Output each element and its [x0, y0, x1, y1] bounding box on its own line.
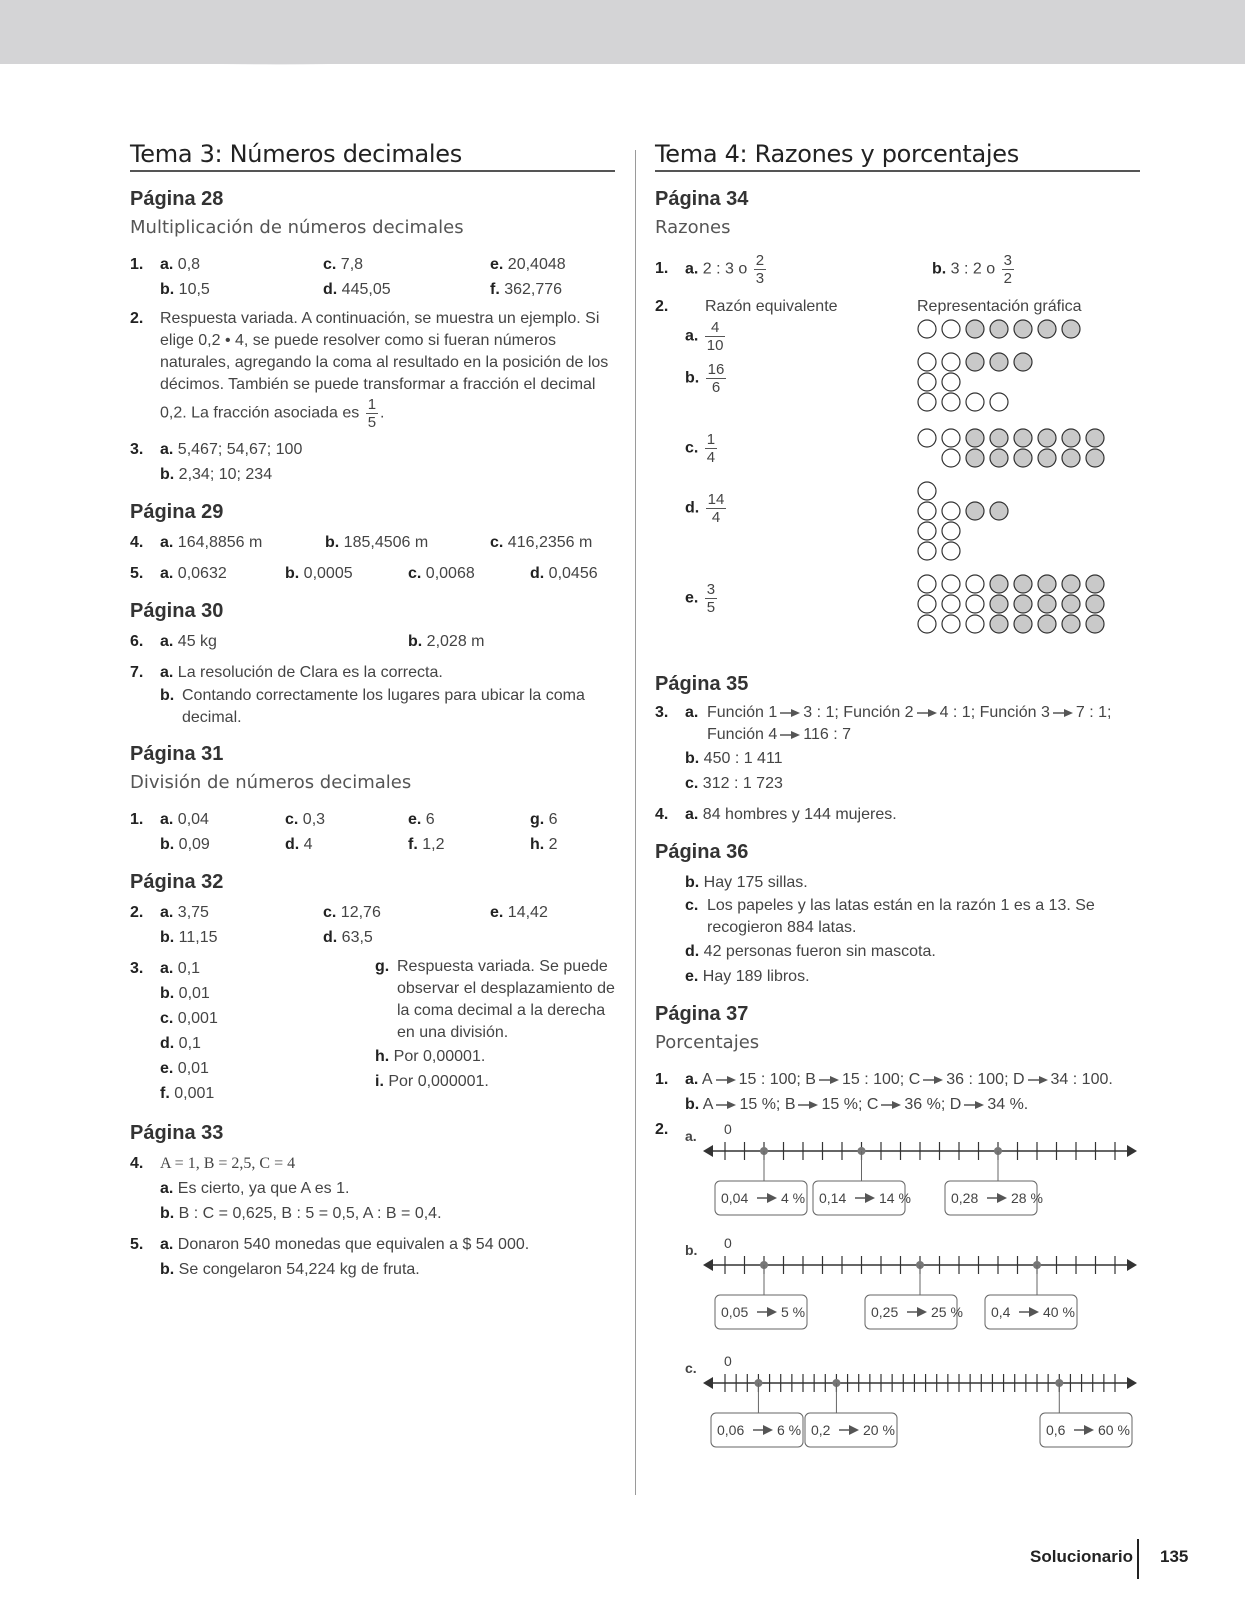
filled-circle	[1062, 449, 1080, 467]
empty-circle	[918, 320, 936, 338]
p31-q1-row1: 1. a. 0,04 c. 0,3 e. 6 g. 6	[130, 811, 558, 828]
filled-circle	[1014, 595, 1032, 613]
filled-circle	[1062, 595, 1080, 613]
filled-circle	[990, 429, 1008, 447]
empty-circle	[918, 615, 936, 633]
pagina-36-title: Página 36	[655, 841, 749, 863]
p28-q3-row1: 3. a. 5,467; 54,67; 100	[130, 437, 615, 462]
footer-separator	[1137, 1539, 1139, 1579]
empty-circle	[942, 615, 960, 633]
arrow-icon	[818, 1075, 840, 1085]
number-line-b	[685, 1235, 1137, 1329]
pagina-35-title: Página 35	[655, 673, 749, 695]
filled-circle	[1086, 575, 1104, 593]
empty-circle	[966, 595, 984, 613]
p33-q4b: b. B : C = 0,625, B : 5 = 0,5, A : B = 0,4.	[160, 1205, 442, 1222]
empty-circle	[966, 575, 984, 593]
p37-q1-part: A	[702, 1096, 714, 1113]
filled-circle	[966, 449, 984, 467]
p33-q4a: a. Es cierto, ya que A es 1.	[160, 1180, 350, 1197]
p37-q2: 2. a. 0 0,04 4 % 0,14 14 % 0,28 28 % b. 0 0,05 5 % 0,25 25 % 0,4 40 % c. 0 0,06 6 % 0,2 20 % 0,6 60 %	[655, 1121, 1140, 1481]
empty-circle	[918, 429, 936, 447]
p29-q4: 4. a. 164,8856 m b. 185,4506 m c. 416,2356 m	[130, 534, 593, 551]
filled-circle	[1086, 595, 1104, 613]
filled-circle	[966, 320, 984, 338]
filled-circle	[1038, 575, 1056, 593]
decimal-label: 0,2	[811, 1422, 831, 1438]
p32-q3: 3. a. 0,1 b. 0,01 c. 0,001 d. 0,1 e. 0,01 f. 0,001 g. Respuesta variada. Se puede observar el desplazamiento de la coma decimal a la derecha en una división. h. Por 0,00001. i. Por 0,000001.	[130, 956, 615, 1108]
answer: 20,4048	[507, 256, 566, 273]
ratio-item-c: c. $\frac{1}{4}$	[685, 431, 716, 466]
pagina-28-title: Página 28	[130, 188, 224, 210]
pagina-34-title: Página 34	[655, 188, 749, 210]
arrow-left-icon	[703, 1259, 713, 1271]
answer: 0,8	[177, 256, 201, 273]
filled-circle	[1014, 449, 1032, 467]
answer: 10,5	[178, 281, 210, 298]
circle-group-b	[918, 353, 1032, 411]
fraction: $\frac{3}{2}$	[1003, 252, 1012, 287]
empty-circle	[942, 393, 960, 411]
footer	[1030, 1547, 1189, 1567]
ratio-item-b: b. $\frac{16}{6}$	[685, 361, 725, 396]
empty-circle	[942, 502, 960, 520]
pagina-32-title: Página 32	[130, 871, 224, 893]
p34-q2-table	[655, 319, 1140, 659]
arrow-icon	[779, 730, 801, 740]
percent-label: 20 %	[863, 1422, 895, 1438]
p35-q3c: c. 312 : 1 723	[685, 775, 783, 792]
empty-circle	[942, 522, 960, 540]
p33-q4-head: 4. A = 1, B = 2,5, C = 4	[130, 1155, 296, 1172]
decimal-label: 0,25	[871, 1304, 899, 1320]
empty-circle	[942, 575, 960, 593]
p36-c: c. Los papeles y las latas están en la razón 1 es a 13. Se recogieron 884 latas.	[685, 897, 1095, 936]
p36-d: d. 42 personas fueron sin mascota.	[685, 943, 936, 960]
p30-q7b: b. Contando correctamente los lugares para ubicar la coma decimal.	[160, 687, 585, 726]
pagina-28-subtitle: Multiplicación de números decimales	[130, 217, 464, 238]
p30-q7a: 7. a. La resolución de Clara es la correcta.	[130, 664, 443, 681]
percent-label: 60 %	[1098, 1422, 1130, 1438]
pagina-29-title: Página 29	[130, 501, 224, 523]
percent-label: 40 %	[1043, 1304, 1075, 1320]
empty-circle	[918, 522, 936, 540]
filled-circle	[1062, 575, 1080, 593]
empty-circle	[918, 542, 936, 560]
pagina-31-title: Página 31	[130, 743, 224, 765]
p29-q5: 5. a. 0,0632 b. 0,0005 c. 0,0068 d. 0,0456	[130, 565, 598, 582]
filled-circle	[990, 449, 1008, 467]
top-banner	[0, 0, 1245, 64]
item-letter: a.	[685, 1128, 697, 1144]
answer: 362,776	[504, 281, 563, 298]
percent-label: 6 %	[777, 1422, 802, 1438]
empty-circle	[942, 320, 960, 338]
filled-circle	[1014, 353, 1032, 371]
arrow-icon	[797, 1100, 819, 1110]
zero-label: 0	[724, 1353, 732, 1369]
arrow-icon	[715, 1100, 737, 1110]
pagina-33-title: Página 33	[130, 1122, 224, 1144]
filled-circle	[1038, 320, 1056, 338]
empty-circle	[918, 502, 936, 520]
empty-circle	[942, 429, 960, 447]
percent-label: 14 %	[879, 1190, 911, 1206]
empty-circle	[942, 449, 960, 467]
p37-q1-part: 36 : 100; D	[946, 1071, 1025, 1088]
item-letter: b.	[685, 1242, 698, 1258]
filled-circle	[990, 502, 1008, 520]
empty-circle	[918, 482, 936, 500]
ratio-item-e: e. $\frac{3}{5}$	[685, 581, 716, 616]
arrow-right-icon	[1127, 1145, 1137, 1157]
p35-q3a: 3. a. Función 1 3 : 1; Función 2 4 : 1; Función 3 7 : 1; Función 4 116 : 7	[655, 704, 1112, 743]
empty-circle	[918, 393, 936, 411]
filled-circle	[1062, 429, 1080, 447]
empty-circle	[918, 353, 936, 371]
fraction: $\frac{1}{4}$	[706, 431, 716, 466]
q-number: 3.	[130, 441, 144, 458]
filled-circle	[1038, 595, 1056, 613]
filled-circle	[966, 429, 984, 447]
p35-q3b: b. 450 : 1 411	[685, 750, 783, 767]
filled-circle	[1038, 615, 1056, 633]
arrow-icon	[880, 1100, 902, 1110]
p32-q2-row1: 2. a. 3,75 c. 12,76 e. 14,42	[130, 904, 548, 921]
p28-q1-row1: 1. a. 0,8 c. 7,8 e. 20,4048	[130, 252, 615, 277]
filled-circle	[990, 615, 1008, 633]
p32-q2-row2: b. 11,15 d. 63,5	[160, 929, 373, 946]
filled-circle	[990, 575, 1008, 593]
arrow-right-icon	[1127, 1377, 1137, 1389]
p34-q2-header: 2. Razón equivalente Representación gráfica	[655, 298, 1082, 315]
empty-circle	[966, 615, 984, 633]
number-line-a	[685, 1121, 1137, 1215]
decimal-label: 0,04	[721, 1190, 749, 1206]
brush-edge	[0, 38, 1245, 68]
filled-circle	[1086, 429, 1104, 447]
decimal-label: 0,05	[721, 1304, 749, 1320]
p32-q3-left: a. 0,1 b. 0,01 c. 0,001 d. 0,1 e. 0,01 f. 0,001	[160, 960, 218, 1102]
arrow-right-icon	[1127, 1259, 1137, 1271]
percent-label: 5 %	[781, 1304, 806, 1320]
p37-q1-part: 36 %; D	[904, 1096, 962, 1113]
filled-circle	[990, 320, 1008, 338]
ratio-item-d: d. $\frac{14}{4}$	[685, 491, 725, 526]
empty-circle	[918, 595, 936, 613]
circle-group-c	[918, 429, 1104, 467]
footer-label: Solucionario	[1030, 1547, 1133, 1566]
right-column	[655, 140, 1140, 1481]
arrow-icon	[1027, 1075, 1049, 1085]
p35-q4a: 4. a. 84 hombres y 144 mujeres.	[655, 806, 897, 823]
p28-q2: 2. Respuesta variada. A continuación, se muestra un ejemplo. Si elige 0,2 • 4, se puede resolver como si fueran números naturales, agregando la coma al resultado en la posición de los décimos. También se puede transformar a fracción el decimal 0,2. La fracción asociada es $\frac{1}{5}$ .	[130, 310, 609, 431]
column-divider	[635, 150, 636, 1495]
empty-circle	[942, 542, 960, 560]
p37-q1-part: 15 %; B	[739, 1096, 796, 1113]
arrow-icon	[715, 1075, 737, 1085]
answer: 445,05	[341, 281, 391, 298]
p37-q1-part: 15 : 100; B	[738, 1071, 816, 1088]
percent-label: 25 %	[931, 1304, 963, 1320]
filled-circle	[990, 353, 1008, 371]
number-line-c	[685, 1353, 1137, 1447]
empty-circle	[990, 393, 1008, 411]
ratio-item-a: a. $\frac{4}{10}$	[685, 319, 724, 354]
filled-circle	[1014, 615, 1032, 633]
p37-q1-part: A	[701, 1071, 713, 1088]
p31-q1-row2: b. 0,09 d. 4 f. 1,2 h. 2	[160, 836, 558, 853]
fraction: $\frac{16}{6}$	[707, 361, 725, 396]
fraction: $\frac{3}{5}$	[706, 581, 716, 616]
answer: 7,8	[340, 256, 364, 273]
pagina-30-title: Página 30	[130, 600, 224, 622]
filled-circle	[966, 353, 984, 371]
decimal-label: 0,6	[1046, 1422, 1066, 1438]
tema-3-title: Tema 3: Números decimales	[130, 140, 615, 172]
arrow-icon	[1052, 708, 1074, 718]
decimal-label: 0,4	[991, 1304, 1011, 1320]
circle-group-e	[918, 575, 1104, 633]
arrow-left-icon	[703, 1145, 713, 1157]
percent-label: 4 %	[781, 1190, 806, 1206]
fraction: $\frac{2}{3}$	[755, 252, 765, 287]
p33-q5a: 5. a. Donaron 540 monedas que equivalen a $ 54 000.	[130, 1236, 530, 1253]
q-number: 2.	[130, 310, 144, 327]
page-number: 135	[1160, 1547, 1189, 1566]
fraction: $\frac{4}{10}$	[706, 319, 724, 354]
p34-q1: 1. a. 2 : 3 o $\frac{2}{3}$ b. 3 : 2 o $\frac{3}{2}$	[655, 252, 1012, 287]
empty-circle	[918, 575, 936, 593]
circle-group-d	[918, 482, 1008, 560]
decimal-label: 0,06	[717, 1422, 745, 1438]
arrow-icon	[779, 708, 801, 718]
fraction: $\frac{14}{4}$	[707, 491, 725, 526]
q-number: 1.	[130, 256, 144, 273]
pagina-31-subtitle: División de números decimales	[130, 772, 412, 793]
empty-circle	[942, 595, 960, 613]
p37-q1a: 1. a. A 15 : 100; B 15 : 100; C 36 : 100; D 34 : 100.	[655, 1071, 1113, 1088]
filled-circle	[1062, 615, 1080, 633]
p37-q1-part: 34 %.	[987, 1096, 1029, 1113]
number-lines	[655, 1121, 1155, 1481]
p28-q3-row2: b. 2,34; 10; 234	[160, 466, 273, 483]
p37-q1-part: 34 : 100.	[1050, 1071, 1113, 1088]
percent-label: 28 %	[1011, 1190, 1043, 1206]
p33-q5b: b. Se congelaron 54,224 kg de fruta.	[160, 1261, 420, 1278]
filled-circle	[1038, 449, 1056, 467]
circle-group-a	[918, 320, 1080, 338]
arrow-icon	[963, 1100, 985, 1110]
filled-circle	[1086, 449, 1104, 467]
filled-circle	[1038, 429, 1056, 447]
filled-circle	[1062, 320, 1080, 338]
arrow-left-icon	[703, 1377, 713, 1389]
tema-4-title: Tema 4: Razones y porcentajes	[655, 140, 1140, 172]
pagina-37-subtitle: Porcentajes	[655, 1032, 760, 1053]
p28-q1-row2: b. 10,5 d. 445,05 f. 362,776	[160, 281, 563, 298]
filled-circle	[1014, 575, 1032, 593]
p37-q1b: b. A 15 %; B 15 %; C 36 %; D 34 %.	[685, 1096, 1029, 1113]
pagina-37-title: Página 37	[655, 1003, 749, 1025]
empty-circle	[942, 353, 960, 371]
p36-e: e. Hay 189 libros.	[685, 968, 810, 985]
filled-circle	[1014, 320, 1032, 338]
zero-label: 0	[724, 1235, 732, 1251]
p37-q1-part: 15 %; C	[821, 1096, 879, 1113]
zero-label: 0	[724, 1121, 732, 1137]
filled-circle	[1014, 429, 1032, 447]
filled-circle	[1086, 615, 1104, 633]
arrow-icon	[916, 708, 938, 718]
filled-circle	[990, 595, 1008, 613]
circle-representations	[915, 319, 1155, 659]
p37-q1-part: 15 : 100; C	[841, 1071, 921, 1088]
decimal-label: 0,14	[819, 1190, 847, 1206]
filled-circle	[966, 502, 984, 520]
pagina-34-subtitle: Razones	[655, 217, 731, 238]
empty-circle	[966, 393, 984, 411]
p32-q3-right: g. Respuesta variada. Se puede observar el desplazamiento de la coma decimal a la derecha en una división. h. Por 0,00001. i. Por 0,000001.	[375, 958, 615, 1090]
item-letter: c.	[685, 1360, 697, 1376]
empty-circle	[942, 373, 960, 391]
p30-q6: 6. a. 45 kg b. 2,028 m	[130, 633, 485, 650]
fraction: $\frac{1}{5}$	[367, 396, 377, 431]
decimal-label: 0,28	[951, 1190, 979, 1206]
arrow-icon	[922, 1075, 944, 1085]
p36-b: b. Hay 175 sillas.	[685, 874, 808, 891]
q2-text: Respuesta variada. A continuación, se muestra un ejemplo. Si elige 0,2 • 4, se puede resolver como si fueran números naturales, agregando la coma al resultado en la posición de los décimos. También se puede transformar a fracción el decimal 0,2. La fracción asociada es	[160, 310, 609, 422]
empty-circle	[918, 373, 936, 391]
left-column	[130, 140, 615, 1282]
